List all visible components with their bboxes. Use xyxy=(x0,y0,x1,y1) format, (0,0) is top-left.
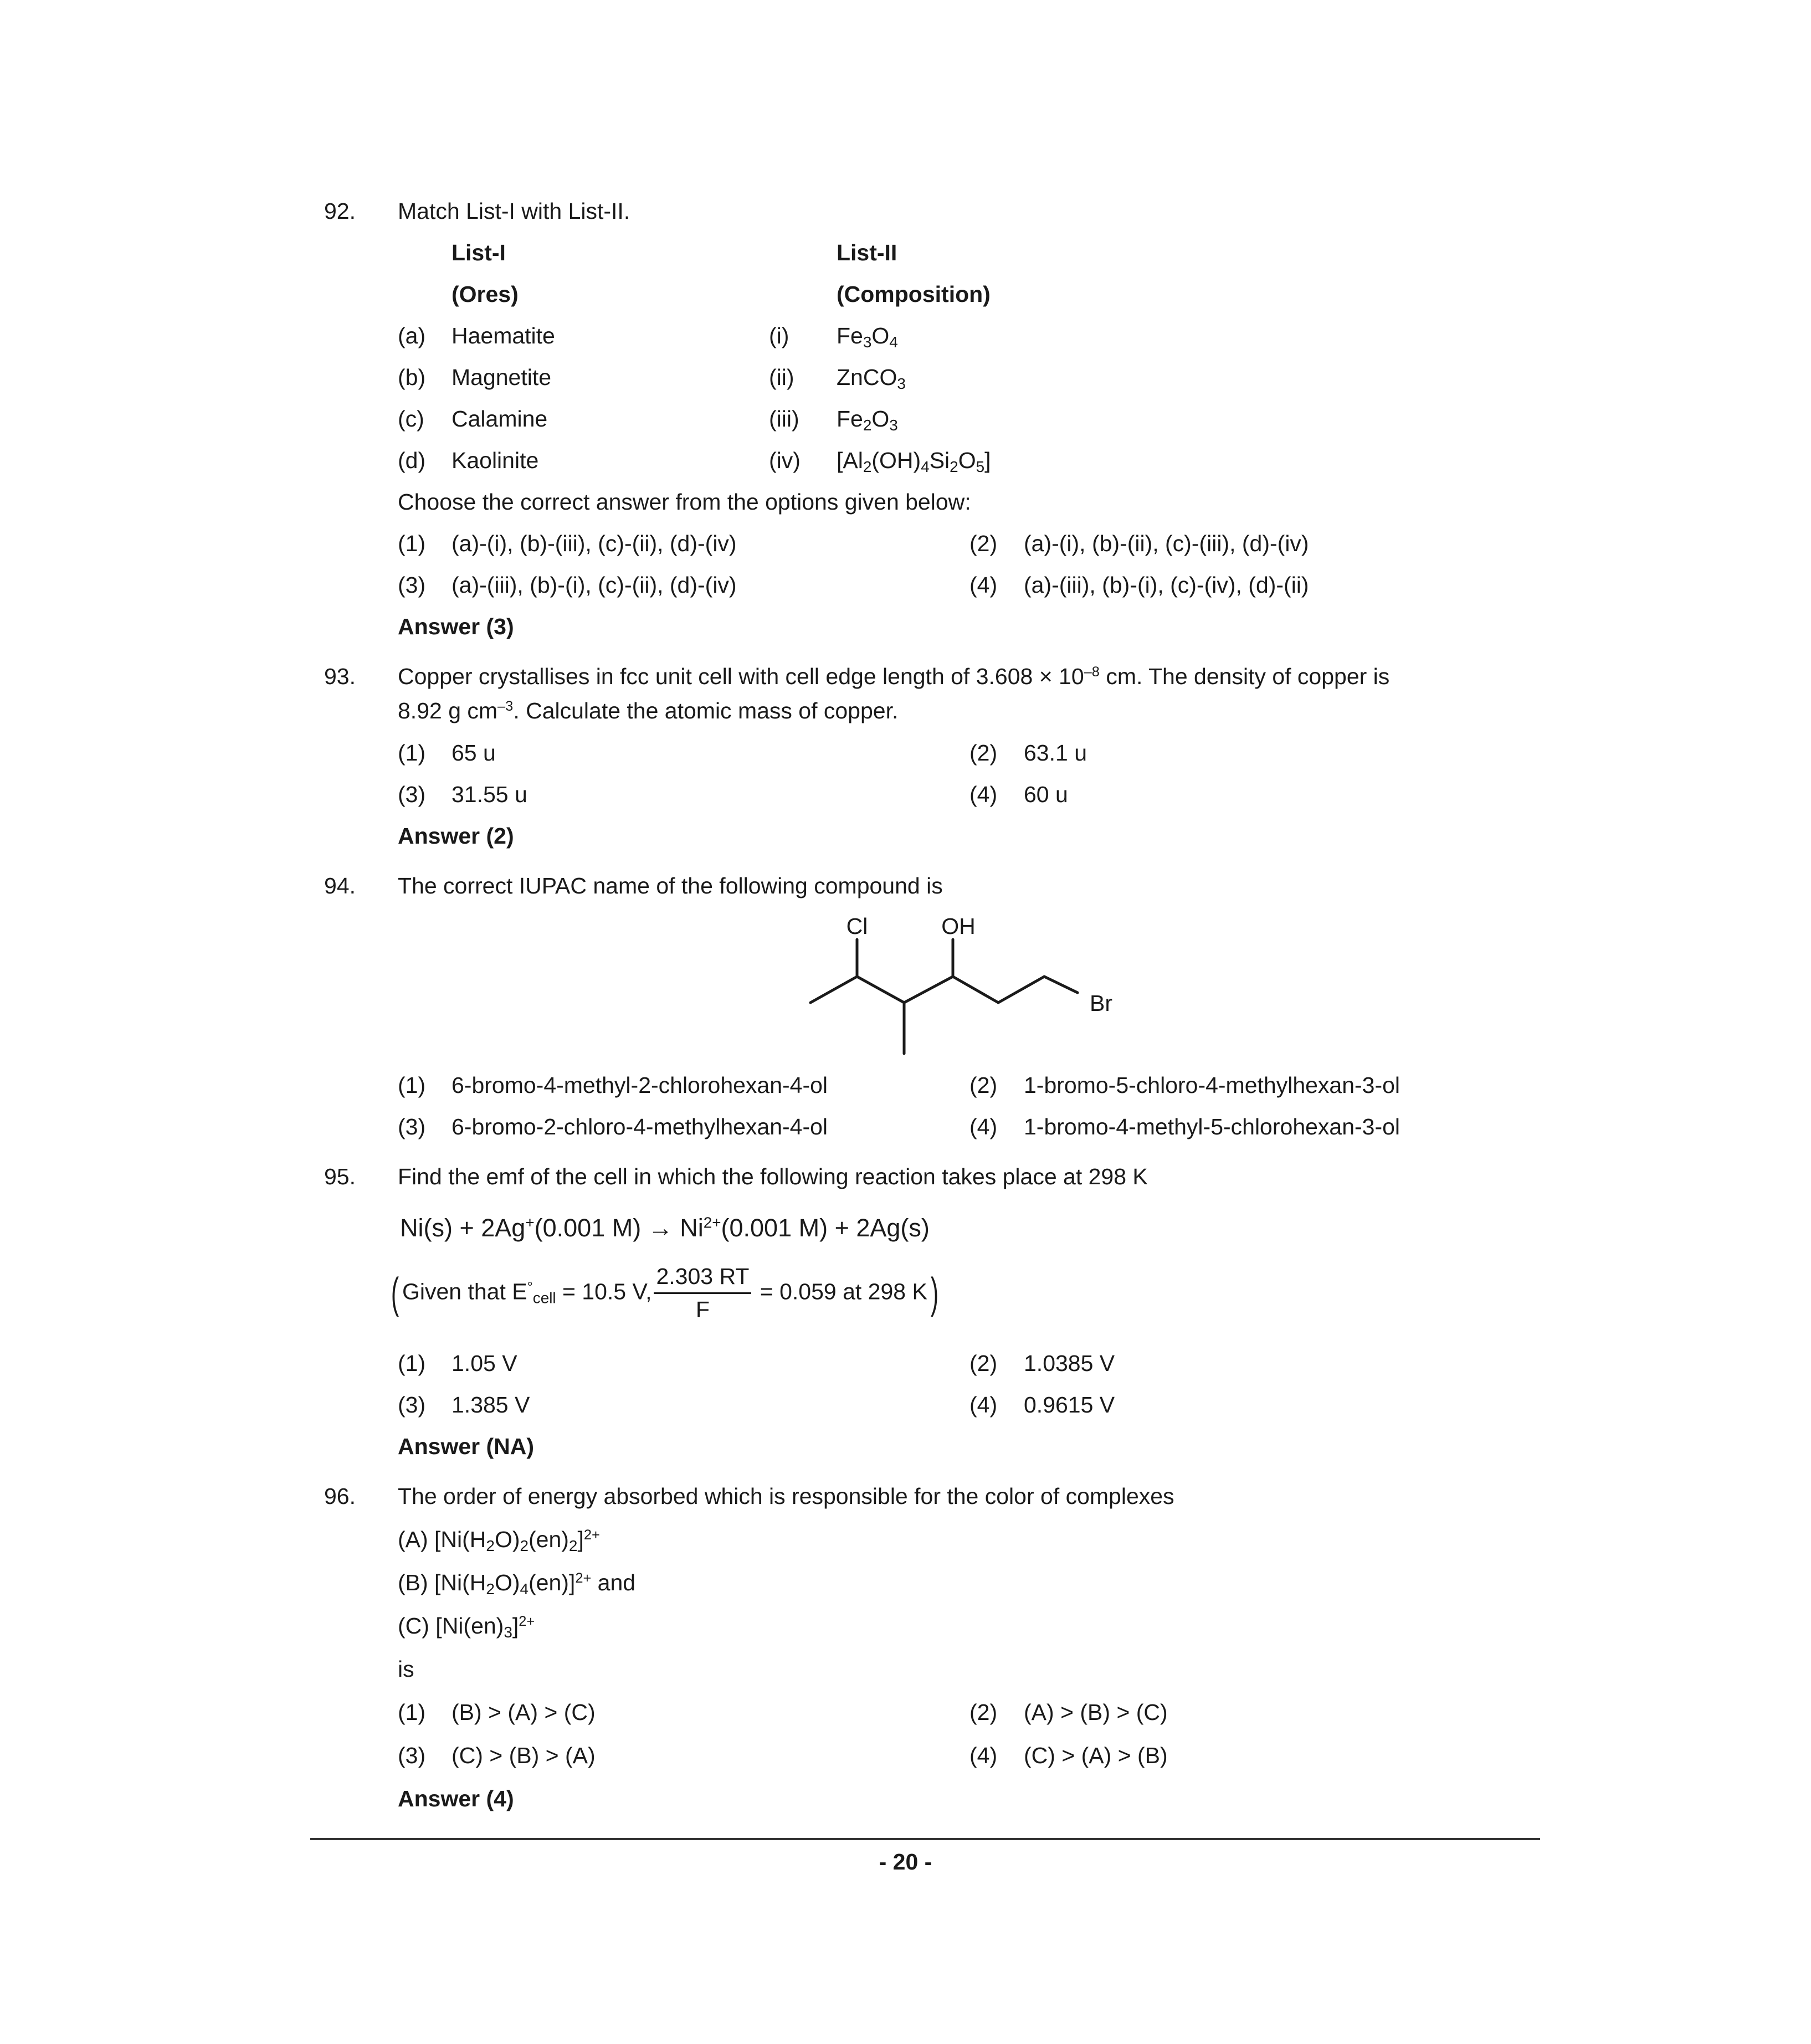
option-text: 1-bromo-4-methyl-5-chlorohexan-3-ol xyxy=(1024,1114,1400,1139)
row-label: (a) xyxy=(398,323,426,348)
option-text: 6-bromo-4-methyl-2-chlorohexan-4-ol xyxy=(452,1072,828,1098)
row-label: (b) xyxy=(398,364,426,390)
option-number: (3) xyxy=(398,1743,426,1768)
option-number: (1) xyxy=(398,1699,426,1725)
q92-choose-text: Choose the correct answer from the options given below: xyxy=(398,489,971,515)
option-number: (4) xyxy=(969,1114,998,1139)
option-number: (2) xyxy=(969,1350,998,1376)
q92-answer: Answer (3) xyxy=(398,614,514,639)
option-text: (a)-(iii), (b)-(i), (c)-(ii), (d)-(iv) xyxy=(452,572,737,598)
option-text: (C) > (A) > (B) xyxy=(1024,1743,1168,1768)
complex-a: (A) $[Ni(H_2O)_2(en)_2]^{2+}$ xyxy=(398,1527,600,1554)
option-number: (3) xyxy=(398,1114,426,1139)
composition-label: (iii) xyxy=(769,406,799,432)
option-text: (A) > (B) > (C) xyxy=(1024,1699,1168,1725)
list2-title: List-II xyxy=(837,240,897,265)
option-text: 65 u xyxy=(452,740,496,766)
option-number: (4) xyxy=(969,1743,998,1768)
hydroxyl-label: OH xyxy=(941,913,976,939)
footer-divider xyxy=(310,1838,1540,1840)
composition-formula: ZnCO$_3$ xyxy=(837,364,906,392)
q96-is-text: is xyxy=(398,1656,414,1682)
option-text: 1.05 V xyxy=(452,1350,517,1376)
q95-number: 95. xyxy=(324,1164,356,1189)
q93-number: 93. xyxy=(324,664,356,689)
option-number: (1) xyxy=(398,1072,426,1098)
q96-number: 96. xyxy=(324,1483,356,1509)
list2-subtitle: (Composition) xyxy=(837,281,991,307)
option-number: (4) xyxy=(969,1392,998,1418)
option-text: 1.0385 V xyxy=(1024,1350,1115,1376)
option-text: (a)-(iii), (b)-(i), (c)-(iv), (d)-(ii) xyxy=(1024,572,1309,598)
q92-stem: Match List-I with List-II. xyxy=(398,198,630,224)
option-text: (a)-(i), (b)-(ii), (c)-(iii), (d)-(iv) xyxy=(1024,531,1309,556)
option-number: (1) xyxy=(398,1350,426,1376)
option-number: (4) xyxy=(969,782,998,807)
option-number: (3) xyxy=(398,1392,426,1418)
q94-number: 94. xyxy=(324,873,356,898)
option-number: (2) xyxy=(969,740,998,766)
composition-label: (ii) xyxy=(769,364,794,390)
option-text: 1.385 V xyxy=(452,1392,530,1418)
option-number: (3) xyxy=(398,572,426,598)
q93-stem-line2: 8.92 g $cm^{-3}$. Calculate the atomic mass of copper. xyxy=(398,698,899,723)
option-text: 31.55 u xyxy=(452,782,527,807)
ore-name: Magnetite xyxy=(452,364,552,390)
page-number: - 20 - xyxy=(879,1849,932,1874)
complex-b: (B) $[Ni(H_2O)_4(en)]^{2+}$ and xyxy=(398,1570,636,1598)
option-text: 0.9615 V xyxy=(1024,1392,1115,1418)
option-text: 60 u xyxy=(1024,782,1068,807)
option-text: (a)-(i), (b)-(iii), (c)-(ii), (d)-(iv) xyxy=(452,531,737,556)
option-text: (B) > (A) > (C) xyxy=(452,1699,596,1725)
skeletal-structure-diagram xyxy=(776,897,1163,1064)
complex-c: (C) $[Ni(en)_3]^{2+}$ xyxy=(398,1613,535,1641)
option-number: (2) xyxy=(969,1072,998,1098)
chlorine-label: Cl xyxy=(846,913,868,939)
option-number: (2) xyxy=(969,1699,998,1725)
q93-stem-line1: Copper crystallises in fcc unit cell with cell edge length of $3.608 \times 10^{-8}$ cm. The density of copper is xyxy=(398,664,1390,689)
option-text: 63.1 u xyxy=(1024,740,1087,766)
row-label: (d) xyxy=(398,448,426,473)
cell-reaction-equation: Ni(s) + 2Ag+(0.001 $M) \to Ni^{2+}(0.001$ M) + 2Ag(s) xyxy=(400,1214,930,1242)
composition-formula: $Fe_3O_4$ xyxy=(837,323,898,351)
q96-stem: The order of energy absorbed which is responsible for the color of complexes xyxy=(398,1483,1174,1509)
option-text: 6-bromo-2-chloro-4-methylhexan-4-ol xyxy=(452,1114,828,1139)
option-text: 1-bromo-5-chloro-4-methylhexan-3-ol xyxy=(1024,1072,1400,1098)
option-number: (4) xyxy=(969,572,998,598)
option-number: (2) xyxy=(969,531,998,556)
option-number: (1) xyxy=(398,740,426,766)
q95-answer: Answer (NA) xyxy=(398,1434,535,1459)
q92-number: 92. xyxy=(324,198,356,224)
composition-formula: $[Al_2(OH)_4Si_2O_5]$ xyxy=(837,448,991,475)
ore-name: Kaolinite xyxy=(452,448,539,473)
list1-subtitle: (Ores) xyxy=(452,281,519,307)
bromine-label: Br xyxy=(1090,990,1112,1016)
option-text: (C) > (B) > (A) xyxy=(452,1743,596,1768)
ore-name: Calamine xyxy=(452,406,548,432)
given-condition: ( Given that $E^\circ_{cell} = 10.5$ V, $\frac{2.303 RT}{F}$ = 0.059 at 298 K) xyxy=(388,1262,942,1325)
q95-stem: Find the emf of the cell in which the following reaction takes place at 298 K xyxy=(398,1164,1148,1189)
q96-answer: Answer (4) xyxy=(398,1786,514,1811)
ore-name: Haematite xyxy=(452,323,555,348)
row-label: (c) xyxy=(398,406,424,432)
option-number: (1) xyxy=(398,531,426,556)
composition-label: (i) xyxy=(769,323,789,348)
composition-label: (iv) xyxy=(769,448,801,473)
q94-stem: The correct IUPAC name of the following compound is xyxy=(398,873,943,898)
list1-title: List-I xyxy=(452,240,506,265)
option-number: (3) xyxy=(398,782,426,807)
q93-answer: Answer (2) xyxy=(398,823,514,849)
composition-formula: $Fe_2O_3$ xyxy=(837,406,898,434)
rt-over-f-fraction: $\frac{2.303 RT}{F}$ xyxy=(654,1262,751,1325)
